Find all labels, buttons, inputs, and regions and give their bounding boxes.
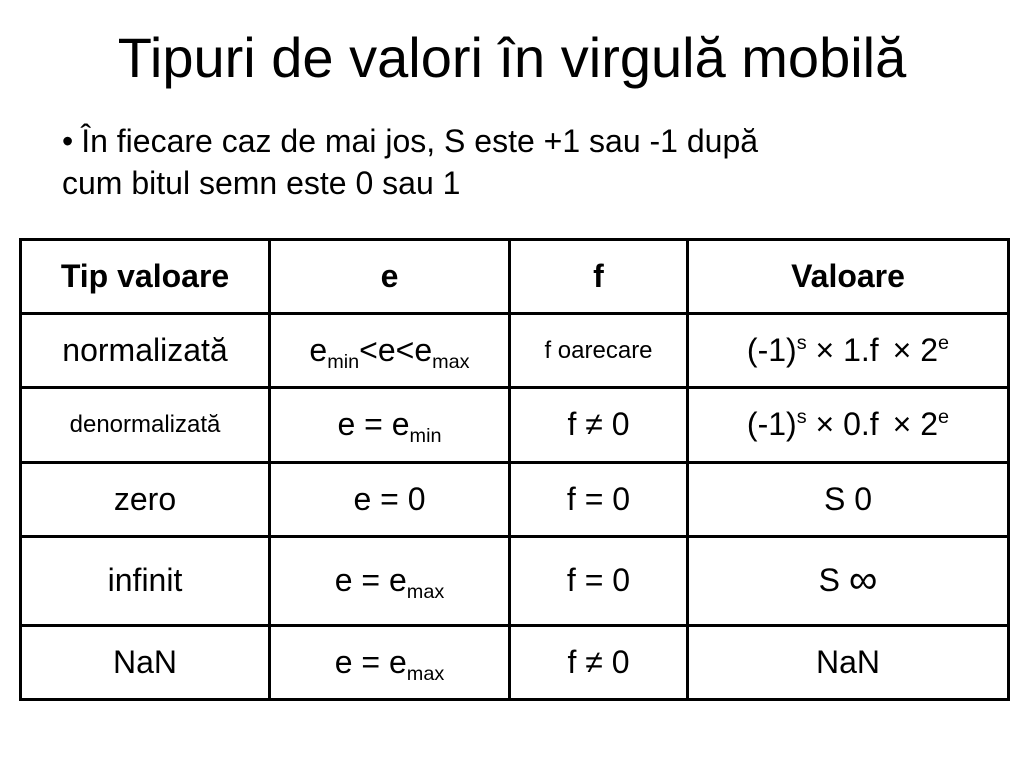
bullet-line-1: În fiecare caz de mai jos, S este +1 sau -1 după	[81, 123, 759, 159]
table-header-row	[21, 240, 1009, 314]
cell-tip: zero	[21, 462, 270, 536]
e-equals: e = e	[337, 406, 410, 443]
times-symbol: ×	[892, 406, 912, 443]
sign-s: S	[818, 562, 849, 599]
table-row	[21, 388, 1009, 462]
cell-tip: NaN	[21, 625, 270, 699]
cell-tip: infinit	[21, 536, 270, 625]
times-symbol: ×	[892, 332, 912, 369]
min-subscript: min	[409, 425, 442, 448]
cell-e	[270, 536, 510, 625]
cell-f: f oarecare	[510, 314, 688, 388]
sign-exponent: s	[796, 406, 807, 429]
cell-e	[270, 388, 510, 462]
cell-e: e = 0	[270, 462, 510, 536]
table-row	[21, 462, 1009, 536]
cell-valoare	[688, 388, 1009, 462]
header-e: e	[270, 240, 510, 314]
float-value-types-table	[19, 238, 1010, 701]
header-valoare: Valoare	[688, 240, 1009, 314]
cell-valoare: S 0	[688, 462, 1009, 536]
e-min-symbol: e	[309, 332, 328, 369]
sign-base: (-1)	[746, 406, 797, 443]
min-subscript: min	[327, 351, 360, 374]
sign-base: (-1)	[746, 332, 797, 369]
sign-exponent: s	[796, 332, 807, 355]
cell-e	[270, 314, 510, 388]
bullet-marker: •	[62, 123, 74, 159]
header-f: f	[510, 240, 688, 314]
cell-e	[270, 625, 510, 699]
bullet-line-2: cum bitul semn este 0 sau 1	[62, 165, 461, 201]
max-subscript: max	[406, 581, 445, 604]
max-subscript: max	[432, 351, 470, 374]
exponent-e: e	[938, 332, 950, 355]
infinity-symbol: ∞	[848, 558, 878, 603]
base-two: 2	[911, 406, 939, 443]
cell-valoare: NaN	[688, 625, 1009, 699]
e-range-middle: <e<e	[359, 332, 433, 369]
cell-tip: denormalizată	[21, 388, 270, 462]
cell-f: f ≠ 0	[510, 388, 688, 462]
header-tip-valoare: Tip valoare	[21, 240, 270, 314]
cell-f: f ≠ 0	[510, 625, 688, 699]
cell-valoare	[688, 314, 1009, 388]
max-subscript: max	[406, 662, 445, 685]
cell-valoare	[688, 536, 1009, 625]
bullet-text	[62, 120, 982, 204]
table-row	[21, 314, 1009, 388]
e-equals: e = e	[334, 643, 407, 680]
cell-tip: normalizată	[21, 314, 270, 388]
table-row	[21, 536, 1009, 625]
base-two: 2	[911, 332, 939, 369]
table-row	[21, 625, 1009, 699]
mantissa-term: × 1.f	[806, 332, 879, 369]
slide-title: Tipuri de valori în virgulă mobilă	[117, 26, 907, 89]
exponent-e: e	[938, 406, 950, 429]
cell-f: f = 0	[510, 536, 688, 625]
cell-f: f = 0	[510, 462, 688, 536]
e-equals: e = e	[334, 562, 407, 599]
mantissa-term: × 0.f	[806, 406, 879, 443]
